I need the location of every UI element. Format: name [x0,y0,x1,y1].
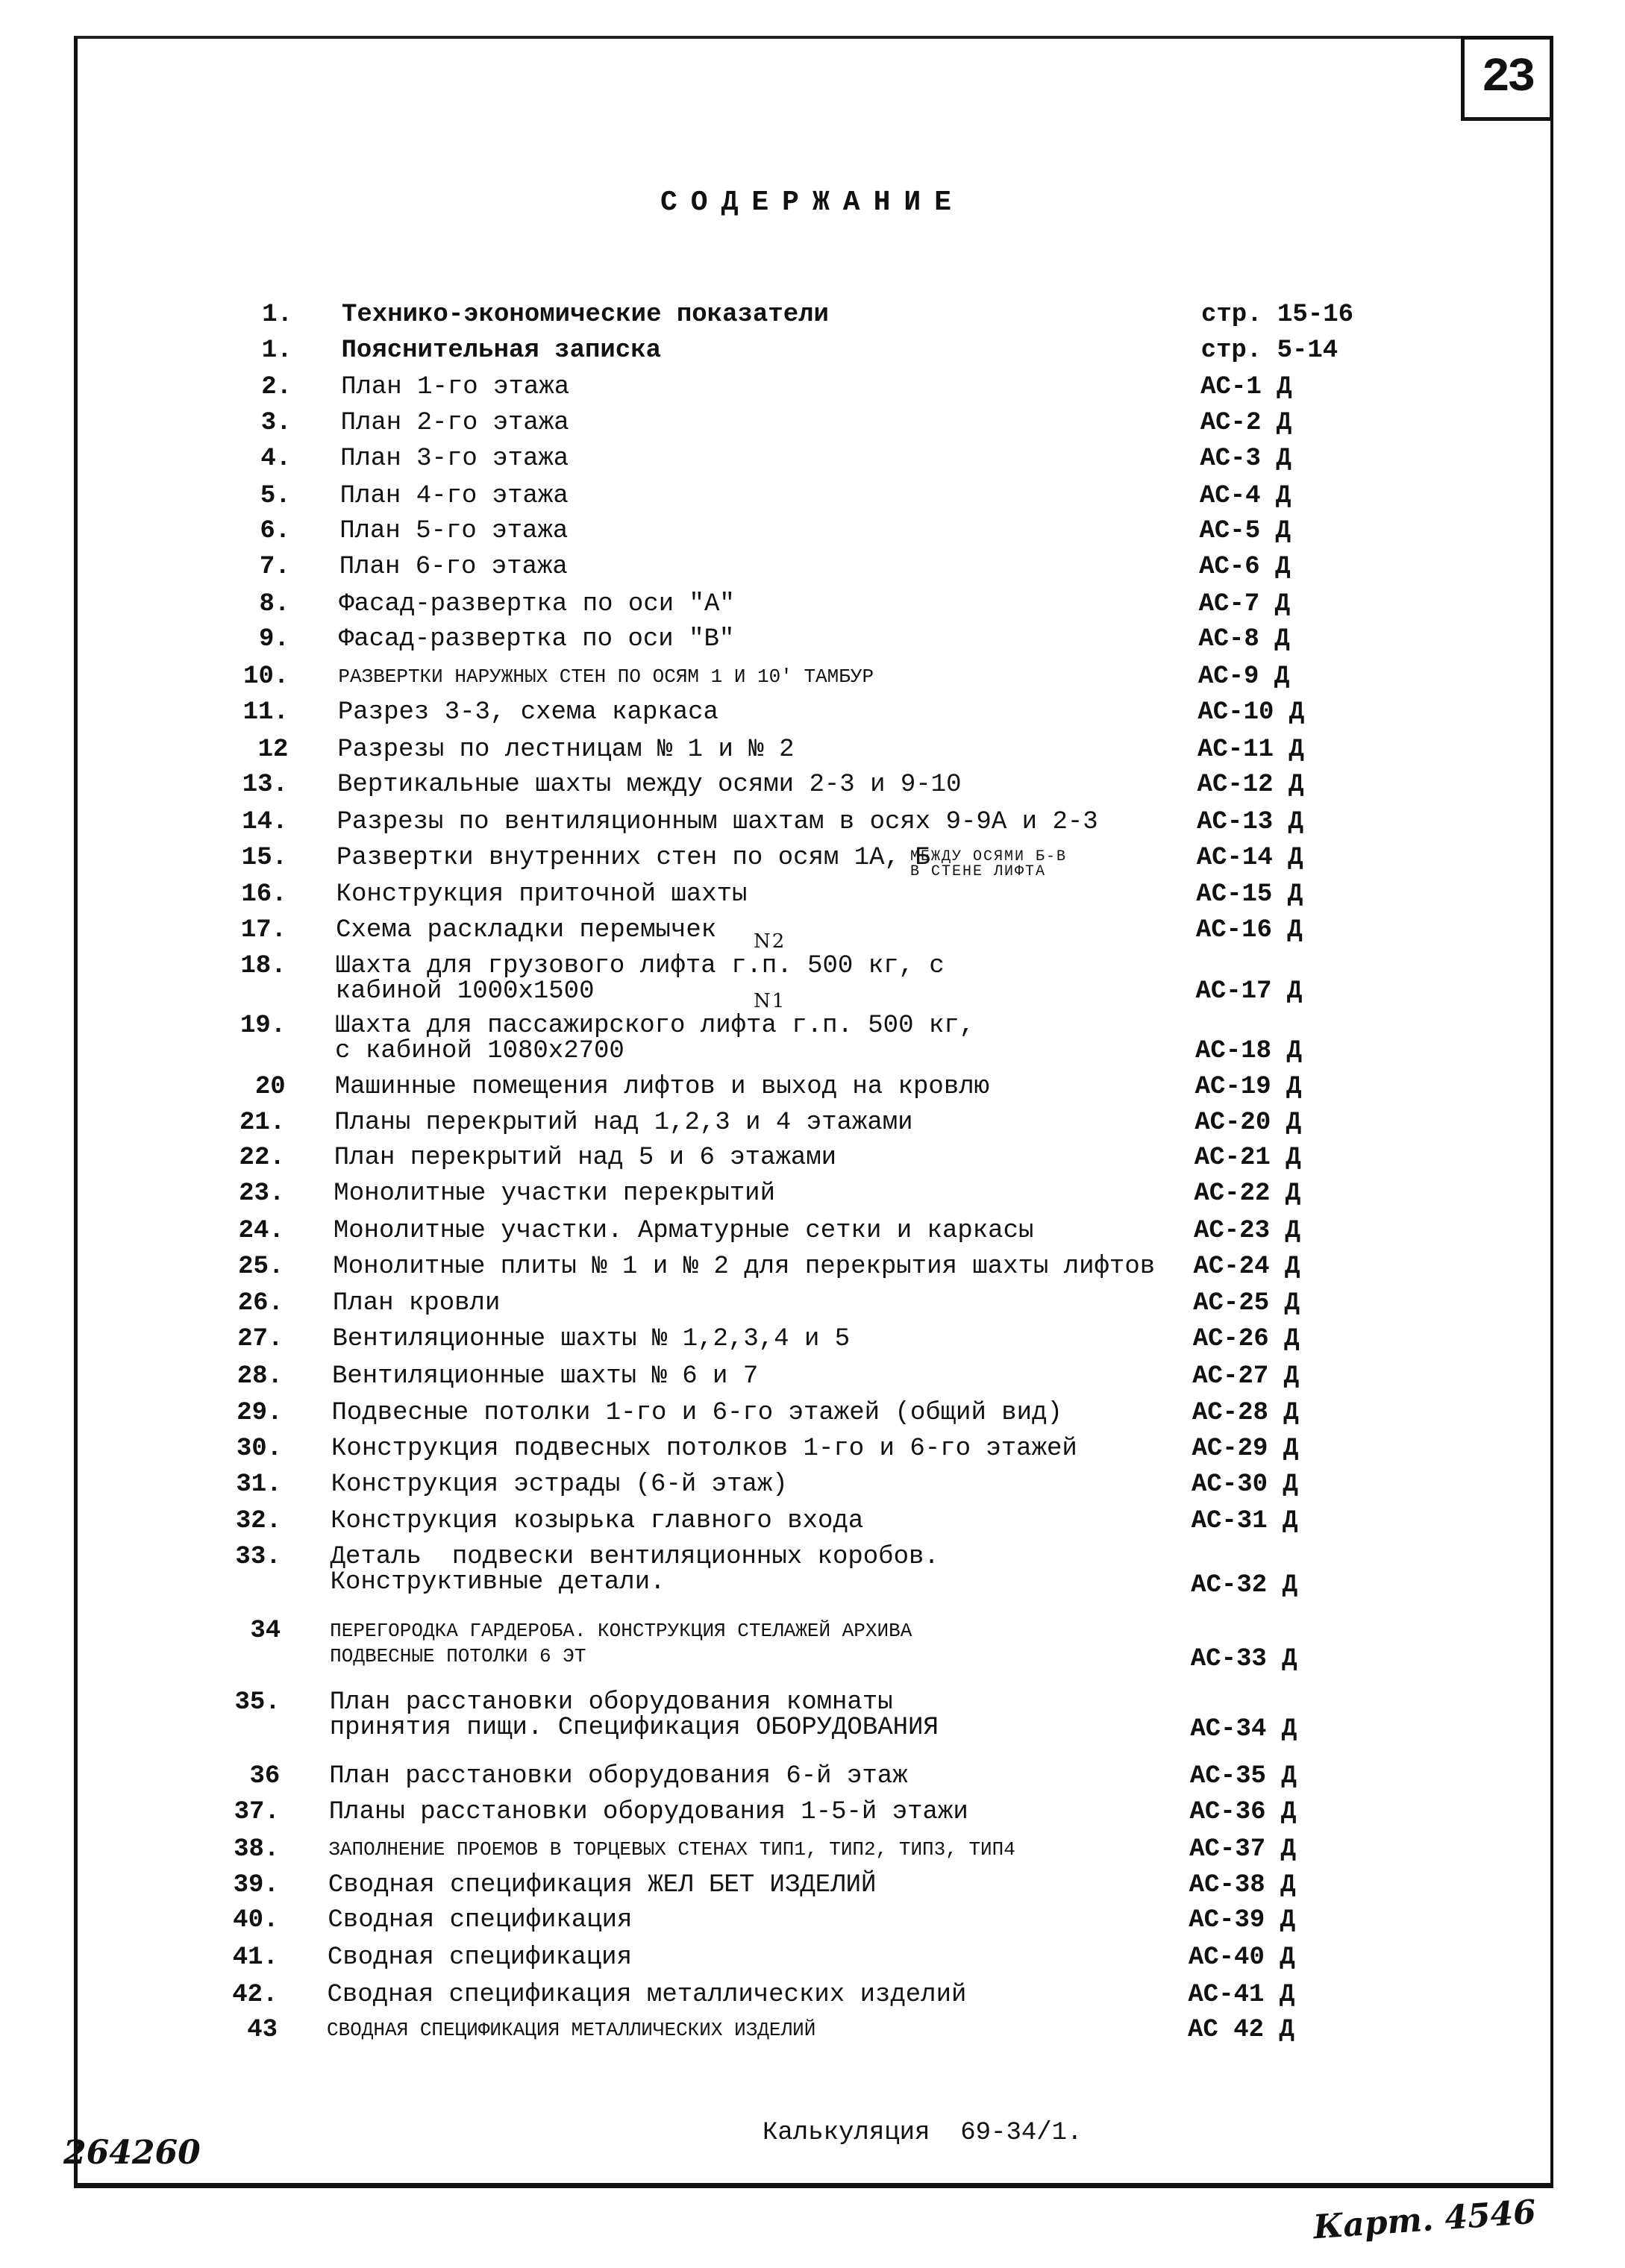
toc-row-sheet-code: АС-27 Д [1192,1362,1300,1391]
toc-row-sheet-code: АС-40 Д [1188,1943,1295,1972]
toc-row-title-line: План 4-го этажа [339,482,569,510]
toc-row-title [331,1472,788,1497]
toc-row-number: 15. [241,844,288,872]
toc-row-sheet-code: АС-2 Д [1200,409,1292,437]
toc-row-title-line: Вентиляционные шахты № 6 и 7 [331,1362,759,1391]
toc-row-title [341,410,569,436]
toc-row-title [328,1837,1015,1862]
toc-row-title [335,1074,989,1100]
toc-row-title-line: Развертки внутренних стен по осям 1А, Б [336,844,930,872]
toc-row-title-line: Схема раскладки перемычек [336,916,717,945]
toc-row-title-line: Деталь подвески вентиляционных коробов. [330,1543,939,1571]
toc-row-sheet-code: АС 42 Д [1188,2016,1294,2044]
toc-row-title-line: Разрез 3-3, схема каркаса [337,698,718,727]
toc-row-title [340,483,569,509]
toc-row-title-line2: кабиной 1000х1500 [335,977,595,1006]
toc-row-title [331,1436,1077,1462]
toc-row-title-line: Сводная спецификация металлических изделий [327,1981,967,2009]
toc-row-sheet-code: АС-11 Д [1197,736,1304,764]
toc-row-title-line: Монолитные плиты № 1 и № 2 для перекрытия шахты лифтов [333,1253,1156,1281]
toc-row-number: 41. [232,1943,278,1972]
toc-row-title [332,1364,758,1389]
toc-row-number: 18. [240,952,287,980]
toc-row-number: 43 [247,2016,278,2044]
toc-row-annotation: N2 [754,930,786,953]
toc-row-sheet-code: АС-3 Д [1200,445,1291,473]
toc-row-sheet-code: АС-18 Д [1195,1037,1302,1065]
toc-row-title-line: Разрезы по вентиляционным шахтам в осях 9-9А и 2-3 [336,808,1098,836]
toc-row-title [339,627,735,652]
toc-row-sheet-code: АС-21 Д [1194,1144,1301,1172]
toc-row-title-line: План расстановки оборудования 6-й этаж [329,1762,908,1791]
toc-row-sheet-code: АС-20 Д [1195,1109,1302,1137]
toc-row-title-line: План кровли [332,1289,501,1318]
toc-row-title-line: Планы перекрытий над 1,2,3 и 4 этажами [334,1109,913,1137]
toc-row-title-line: Конструкция подвесных потолков 1-го и 6-го этажей [331,1435,1077,1463]
toc-row-number: 24. [238,1217,284,1245]
toc-row-number: 35. [234,1688,281,1717]
toc-row-title [337,772,962,798]
toc-row-number: 28. [237,1362,283,1391]
toc-row-title [339,519,568,544]
page-title: СОДЕРЖАНИЕ [660,187,965,219]
toc-row-sheet-code: АС-22 Д [1194,1180,1301,1208]
toc-row-number: 8. [259,590,290,618]
toc-row-sheet-code: АС-13 Д [1197,808,1303,836]
toc-row-number: 33. [235,1543,281,1571]
toc-row-title [334,1145,836,1171]
toc-row-title [330,1618,912,1669]
toc-row-title [331,1544,939,1595]
toc-row-number: 9. [259,625,289,654]
toc-row-title-line2: Конструктивные детали. [330,1568,666,1597]
toc-row-sheet-code: АС-25 Д [1193,1289,1300,1318]
toc-row-number: 6. [260,517,291,545]
toc-row-number: 27. [237,1325,284,1353]
toc-row-title-line: План 6-го этажа [339,553,568,581]
toc-row-sheet-code: АС-6 Д [1199,553,1291,581]
toc-row-number: 2. [261,373,292,401]
toc-row-annotation: МЕЖДУ ОСЯМИ Б-В В СТЕНЕ ЛИФТА [910,848,1068,880]
toc-row-sheet-code: АС-34 Д [1190,1715,1297,1744]
toc-row-title [333,1291,500,1316]
toc-row-sheet-code: АС-38 Д [1189,1871,1296,1899]
toc-row-title-line2: с кабиной 1080х2700 [335,1037,624,1065]
sheet-number-box [1461,36,1553,121]
toc-row-title [331,1509,863,1534]
toc-row-title [336,845,930,871]
toc-row-sheet-code: АС-28 Д [1192,1399,1299,1427]
toc-row-number: 1. [261,336,292,365]
toc-row-title-line: Сводная спецификация [328,1906,633,1935]
toc-row-number: 14. [242,808,288,836]
toc-row-sheet-code: АС-17 Д [1195,977,1303,1006]
toc-row-title-line: ПЕРЕГОРОДКА ГАРДЕРОБА. КОНСТРУКЦИЯ СТЕЛАЖЕЙ АРХИВА [330,1620,912,1642]
toc-row-title-line: Пояснительная записка [341,336,662,365]
toc-row-title [328,1873,877,1898]
toc-row-title-line: Сводная спецификация ЖЕЛ БЕТ ИЗДЕЛИЙ [328,1871,877,1899]
toc-row-sheet-code: АС-33 Д [1190,1645,1297,1673]
toc-row-number: 31. [236,1470,282,1499]
sheet-number: 23 [1481,51,1533,105]
toc-row-sheet-code: АС-14 Д [1196,844,1303,872]
toc-row-sheet-code: АС-19 Д [1195,1073,1302,1101]
toc-row-title-line: План 3-го этажа [340,445,569,473]
toc-row-number: 16. [241,880,287,909]
toc-row-title [332,1400,1062,1426]
toc-row-sheet-code: АС-36 Д [1189,1798,1297,1826]
toc-row-number: 10. [243,662,289,691]
toc-row-number: 7. [259,553,290,581]
toc-row-title [338,700,718,725]
toc-row-sheet-code: АС-26 Д [1192,1325,1300,1353]
toc-row-title [339,554,568,580]
toc-row-number: 3. [260,409,292,437]
toc-row-number: 4. [260,445,292,473]
toc-row-title-line: Разрезы по лестницам № 1 и № 2 [337,736,795,764]
toc-row-title [334,1218,1034,1244]
toc-row-sheet-code: АС-35 Д [1189,1762,1297,1791]
toc-row-title [342,302,829,328]
toc-row-title-line: План расстановки оборудования комнаты [329,1688,893,1717]
toc-row-sheet-code: АС-41 Д [1188,1981,1295,2009]
toc-row-title-line: Шахта для пассажирского лифта г.п. 500 кг, [335,1012,975,1040]
toc-row-title-line: Вертикальные шахты между осями 2-3 и 9-10 [336,771,962,799]
toc-row-sheet-code: АС-39 Д [1189,1906,1296,1935]
toc-row-number: 36 [249,1762,281,1791]
toc-row-title [336,809,1098,835]
toc-row-title-line: План 2-го этажа [340,409,569,437]
toc-row-title [334,1181,775,1206]
toc-row-sheet-code: АС-8 Д [1198,625,1290,654]
toc-row-title [328,1945,632,1970]
toc-row-number: 5. [260,482,291,510]
toc-row-number: 32. [235,1507,282,1535]
toc-row-sheet-code: АС-12 Д [1197,771,1304,799]
toc-row-number: 20 [254,1073,286,1101]
toc-row-title [329,1799,968,1825]
toc-row-title-line: Шахта для грузового лифта г.п. 500 кг, с [335,952,945,980]
toc-row-sheet-code: АС-37 Д [1189,1835,1296,1864]
toc-row-title [329,1764,907,1789]
toc-row-sheet-code: АС-9 Д [1197,662,1290,691]
toc-row-title-line: СВОДНАЯ СПЕЦИФИКАЦИЯ МЕТАЛЛИЧЕСКИХ ИЗДЕЛИЙ [327,2019,816,2041]
toc-row-sheet-code: АС-5 Д [1199,517,1291,545]
toc-row-title-line: План 5-го этажа [339,517,569,545]
toc-row-number: 26. [237,1289,284,1318]
toc-row-title-line: Конструкция приточной шахты [336,880,748,909]
toc-row-sheet-code: стр. 15-16 [1201,301,1354,329]
toc-row-title-line: Технико-экономические показатели [342,301,829,329]
toc-row-sheet-code: АС-1 Д [1200,373,1292,401]
toc-row-number: 29. [237,1399,283,1427]
signature: Карт. 4546 [1312,2193,1538,2247]
toc-row-number: 13. [242,771,288,799]
toc-row-sheet-code: АС-24 Д [1193,1253,1300,1281]
toc-row-title-line: Сводная спецификация [327,1943,632,1972]
toc-row-title-line: Фасад-развертка по оси "А" [339,590,735,618]
toc-row-title [338,664,874,689]
toc-row-number: 30. [236,1435,283,1463]
toc-row-title [336,882,748,907]
toc-row-number: 22. [239,1144,285,1172]
toc-row-title-line: Монолитные участки. Арматурные сетки и каркасы [333,1217,1034,1245]
toc-row-number: 38. [234,1835,280,1864]
toc-row-title [330,1690,939,1741]
toc-row-title-line: Подвесные потолки 1-го и 6-го этажей (общий вид) [331,1399,1062,1427]
toc-row-title-line: Планы расстановки оборудования 1-5-й этажи [328,1798,968,1826]
toc-row-annotation: N1 [754,990,786,1012]
toc-row-sheet-code: АС-23 Д [1193,1217,1300,1245]
toc-row-title [327,1982,966,2008]
toc-row-title-line: РАЗВЕРТКИ НАРУЖНЫХ СТЕН ПО ОСЯМ 1 И 10' ТАМБУР [338,665,874,688]
toc-row-title-line: Монолитные участки перекрытий [334,1180,775,1208]
toc-row-sheet-code: АС-10 Д [1197,698,1305,727]
toc-row-number: 12 [257,736,289,764]
toc-row-title [336,918,716,943]
toc-row-title [327,2017,815,2043]
toc-row-title [336,953,945,1004]
toc-row-sheet-code: АС-29 Д [1192,1435,1299,1463]
toc-row-title [334,1110,912,1135]
toc-row-number: 21. [239,1109,286,1137]
toc-row-title [342,338,661,363]
toc-row-title-line2: принятия пищи. Спецификация ОБОРУДОВАНИЯ [329,1714,939,1742]
toc-row-sheet-code: АС-15 Д [1196,880,1303,909]
toc-row-title-line: Конструкция эстрады (6-й этаж) [331,1470,788,1499]
toc-row-sheet-code: АС-32 Д [1191,1571,1297,1600]
toc-row-number: 17. [240,916,287,945]
toc-row-number: 23. [239,1180,285,1208]
toc-row-title [332,1326,850,1352]
toc-row-number: 1. [262,301,292,329]
toc-row-title-line2: ПОДВЕСНЫЕ ПОТОЛКИ 6 ЭТ [330,1645,586,1667]
toc-row-title-line: Фасад-развертка по оси "В" [338,625,735,654]
toc-row-number: 34 [250,1617,281,1645]
toc-row-number: 39. [233,1871,279,1899]
toc-row-number: 11. [242,698,289,727]
toc-row-title-line: ЗАПОЛНЕНИЕ ПРОЕМОВ В ТОРЦЕВЫХ СТЕНАХ ТИП1, ТИП2, ТИП3, ТИП4 [328,1838,1015,1861]
toc-row-title [337,737,794,762]
toc-row-title [328,1908,632,1933]
calculation-reference: Калькуляция 69-34/1. [763,2119,1083,2147]
toc-row-number: 40. [233,1906,279,1935]
toc-row-sheet-code: АС-7 Д [1198,590,1291,618]
toc-row-title-line: Вентиляционные шахты № 1,2,3,4 и 5 [332,1325,851,1353]
toc-row-number: 37. [234,1798,280,1826]
toc-row-sheet-code: АС-31 Д [1191,1507,1298,1535]
toc-row-title [341,375,569,400]
toc-row-number: 42. [232,1981,278,2009]
toc-row-title-line: Конструкция козырька главного входа [331,1507,864,1535]
toc-row-sheet-code: АС-16 Д [1195,916,1303,945]
toc-row-title-line: План 1-го этажа [341,373,570,401]
toc-row-sheet-code: АС-30 Д [1192,1470,1298,1499]
toc-row-title [339,592,735,617]
toc-row-title-line: План перекрытий над 5 и 6 этажами [334,1144,837,1172]
toc-row-title [340,446,569,472]
toc-row-title [333,1254,1155,1279]
toc-row-number: 19. [239,1012,287,1040]
toc-row-title-line: Машинные помещения лифтов и выход на кровлю [334,1073,990,1101]
inventory-number: 264260 [63,2134,201,2172]
toc-row-title [335,1013,974,1064]
toc-row-sheet-code: АС-4 Д [1199,482,1291,510]
toc-row-sheet-code: стр. 5-14 [1200,336,1338,365]
toc-row-number: 25. [238,1253,284,1281]
